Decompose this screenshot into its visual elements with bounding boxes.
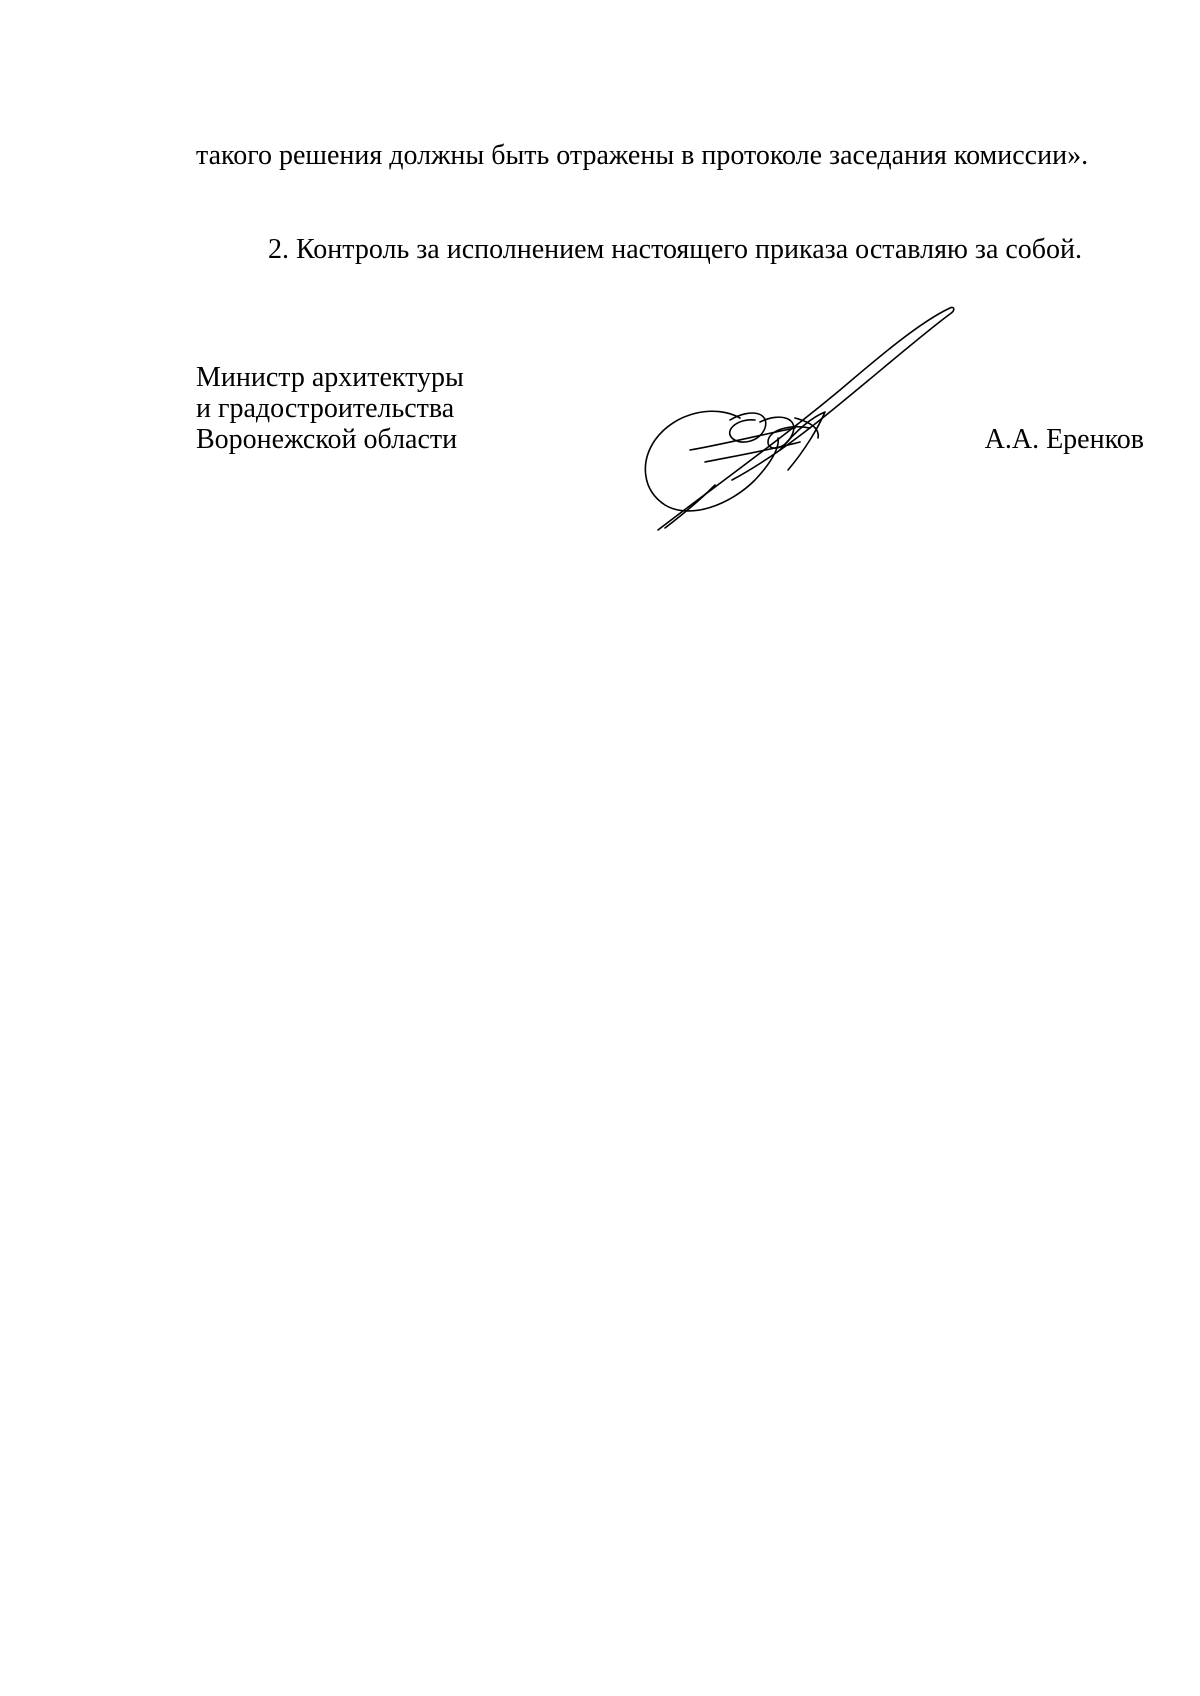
- paragraph-commission-protocol: такого решения должны быть отражены в протоколе заседания комиссии».: [196, 140, 1089, 171]
- handwritten-signature: [620, 300, 960, 535]
- signatory-title-line: и градостроительства: [196, 393, 455, 424]
- signatory-title-line: Воронежской области: [196, 424, 458, 455]
- paragraph-control-clause: 2. Контроль за исполнением настоящего приказа оставляю за собой.: [268, 234, 1083, 265]
- signatory-title: [196, 362, 464, 455]
- signatory-title-line: Министр архитектуры: [196, 362, 464, 393]
- signatory-name: А.А. Еренков: [984, 424, 1144, 455]
